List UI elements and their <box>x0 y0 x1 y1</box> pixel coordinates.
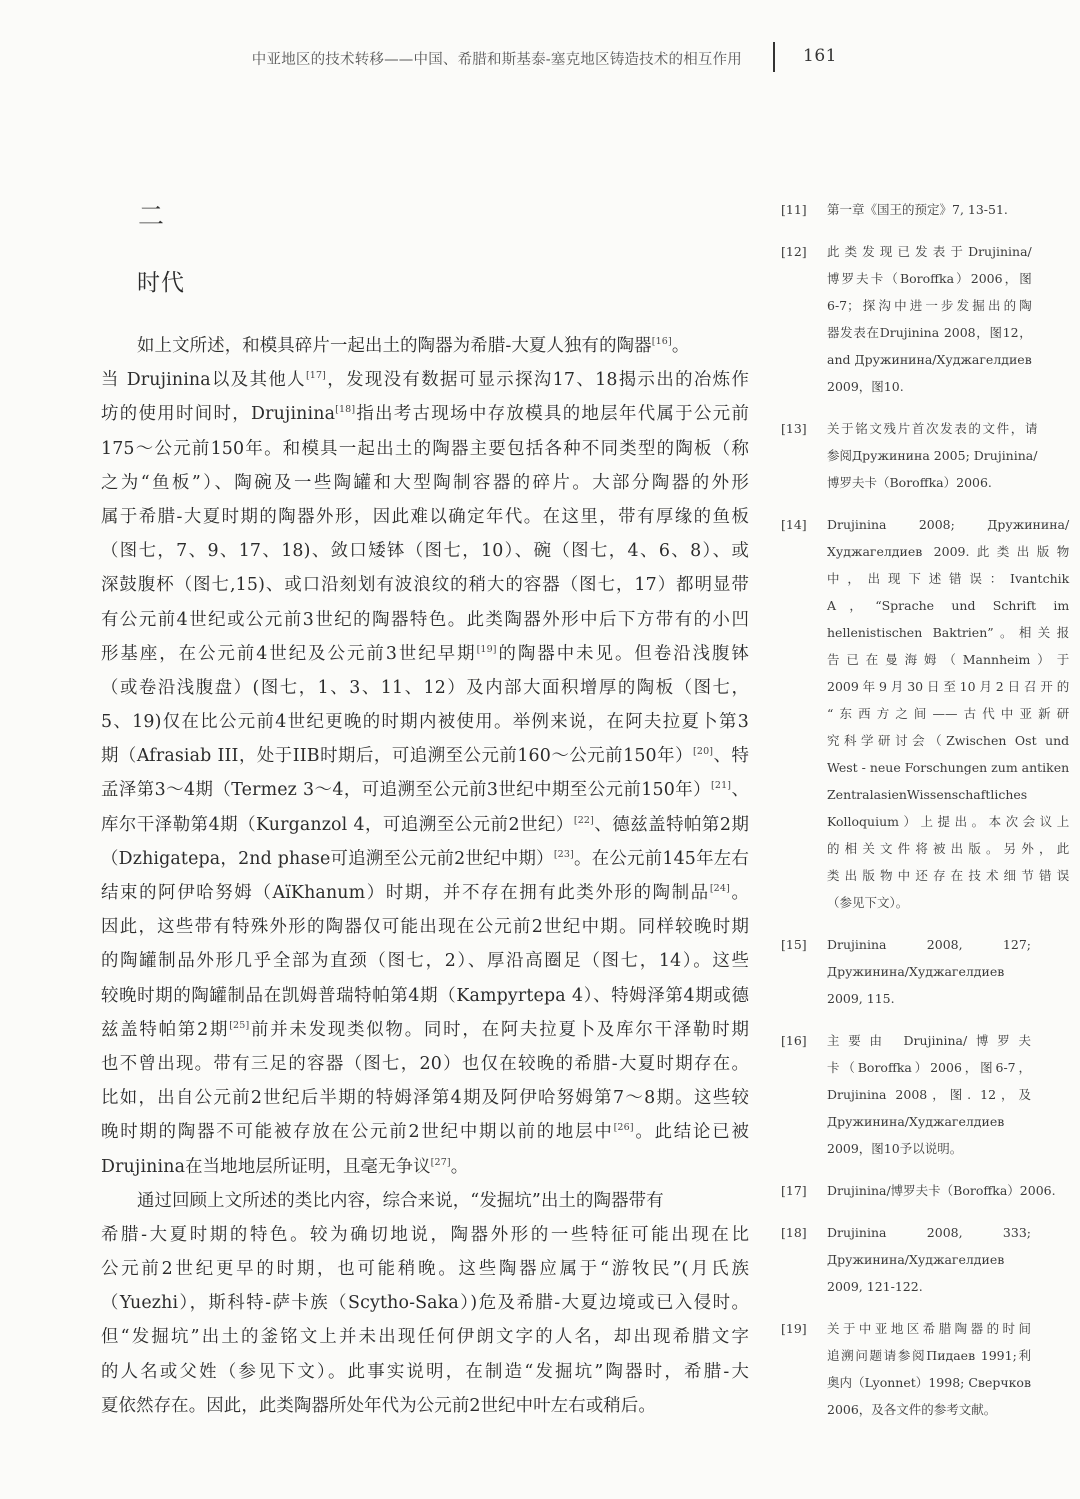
body-line <box>101 1389 749 1423</box>
footnote-line: （参见下文）。 <box>827 895 909 910</box>
footnote-text <box>827 415 1037 496</box>
body-line-text: 形基座，在公元前4世纪及公元前3世纪早期 <box>101 643 477 664</box>
body-line-text: 期（Afrasiab III，处于IIB时期后，可追溯至公元前160～公元前150年） <box>101 746 694 767</box>
body-line <box>101 363 749 397</box>
body-line <box>101 466 749 500</box>
body-line-text: （Yuezhi），斯科特-萨卡族（Scytho-Saka）)危及希腊-大夏边境或已入侵时。 <box>101 1293 749 1314</box>
body-line-text: 库尔干泽勒第4期（Kurganzol 4，可追溯至公元前2世纪） <box>101 814 574 835</box>
body-line <box>101 705 749 739</box>
footnote-text <box>827 1315 1031 1423</box>
footnote-line: 主要由 Drujinina/博罗夫 <box>827 1033 1031 1048</box>
body-line <box>101 1115 749 1149</box>
footnote-line: 6-7；探沟中进一步发掘出的陶 <box>827 298 1032 313</box>
body-line <box>101 637 749 671</box>
footnote-line: 2009, 115. <box>827 991 895 1006</box>
footnote-line: 追溯问题请参阅Пидаев 1991;利 <box>827 1348 1031 1363</box>
body-line-text: （图七，7、9、17、18)、敛口矮钵（图七，10）、碗（图七，4、6、8）、或 <box>101 541 749 562</box>
body-line-text: 5、19)仅在比公元前4世纪更晚的时期内被使用。举例来说，在阿夫拉夏卜第3 <box>101 712 749 733</box>
footnote-number: [14] <box>781 517 807 532</box>
body-line-text: 兹盖特帕第2期 <box>101 1019 230 1040</box>
body-line-text: 较晚时期的陶罐制品在凯姆普瑞特帕第4期（Kampyrtepa 4）、特姆泽第4期或德 <box>101 985 749 1006</box>
footnote-text <box>827 931 1031 1012</box>
body-line <box>101 568 749 602</box>
section-number: 二 <box>138 202 165 232</box>
page-number: 161 <box>803 46 837 66</box>
footnote-line: 器发表在Drujinina 2008，图12， <box>827 325 1032 340</box>
body-line-text: 夏依然存在。因此，此类陶器所处年代为公元前2世纪中叶左右或稍后。 <box>101 1395 656 1416</box>
footnote-line: Дружинина/Худжагелдиев <box>827 1114 1005 1129</box>
body-line-text: 。 <box>729 883 749 903</box>
footnote-line: 类出版物中还存在技术细节错误 <box>827 868 1070 883</box>
citation-marker: [23] <box>553 848 574 860</box>
footnote-line: Kolloquium）上提出。本次会议上 <box>827 814 1070 829</box>
footnote <box>781 511 1070 916</box>
footnote-line: 第一章《国王的预定》7, 13-51. <box>827 202 1008 217</box>
body-line-text: 深鼓腹杯（图七,15)、或口沿刻划有波浪纹的稍大的容器（图七，17）都明显带 <box>101 575 749 596</box>
footnote-number: [11] <box>781 202 807 217</box>
footnote-line: 2009，图10. <box>827 379 904 394</box>
footnote-line: 的相关文件将被出版。另外，此 <box>827 841 1070 856</box>
footnote-text <box>827 196 1031 223</box>
footnote-number: [13] <box>781 421 807 436</box>
footnote <box>781 238 1031 400</box>
body-line-text: 、德兹盖特帕第2期 <box>593 814 749 835</box>
body-line-text: 晚时期的陶器不可能被存放在公元前2世纪中期以前的地层中 <box>101 1122 614 1143</box>
footnote-number: [17] <box>781 1183 807 1198</box>
body-line-text: 通过回顾上文所述的类比内容，综合来说，“发掘坑”出土的陶器带有 <box>137 1190 664 1211</box>
body-line <box>101 1047 749 1081</box>
body-line-text: 。此结论已被 <box>633 1122 749 1143</box>
body-line-text: 希腊-大夏时期的特色。较为确切地说，陶器外形的一些特征可能出现在比 <box>101 1224 749 1245</box>
footnote-line: 2006，及各文件的参考文献。 <box>827 1402 997 1417</box>
body-line-text: 的人名或父姓（参见下文）。此事实说明，在制造“发掘坑”陶器时，希腊-大 <box>101 1361 749 1382</box>
footnote <box>781 196 1031 223</box>
body-line <box>101 671 749 705</box>
body-line <box>101 1355 749 1389</box>
body-line-text: 孟泽第3～4期（Termez 3～4，可追溯至公元前3世纪中期至公元前150年） <box>101 780 712 801</box>
footnote-line: 博罗夫卡（Boroffka）2006，图 <box>827 271 1032 286</box>
footnote-line: hellenistischen Baktrien”。相关报 <box>827 625 1070 640</box>
footnote-line: “东西方之间——古代中亚新研 <box>827 706 1070 721</box>
footnote-text <box>827 511 1069 916</box>
footnote-line: 博罗夫卡（Boroffka）2006. <box>827 475 992 490</box>
footnote-text <box>827 1027 1031 1162</box>
citation-marker: [19] <box>476 643 497 655</box>
footnote-line: Drujinina 2008, 127; <box>827 937 1031 952</box>
footnote <box>781 1219 1031 1300</box>
citation-marker: [25] <box>229 1019 250 1031</box>
footnote-line: A，“Sprache und Schrift im <box>827 598 1070 613</box>
citation-marker: [22] <box>573 814 594 826</box>
citation-marker: [26] <box>613 1122 634 1134</box>
body-line <box>101 1150 749 1184</box>
body-line-text: 公元前2世纪更早的时期，也可能稍晚。这些陶器应属于“游牧民”(月氏族 <box>101 1259 749 1280</box>
body-line-text: 的陶器中未见。但卷沿浅腹钵 <box>496 643 750 664</box>
footnote-number: [15] <box>781 937 807 952</box>
body-line-text: 175～公元前150年。和模具一起出土的陶器主要包括各种不同类型的陶板（称 <box>101 438 749 459</box>
body-line-text: Drujinina在当地地层所证明，且毫无争议 <box>101 1156 431 1177</box>
footnote-line: 此类发现已发表于Drujinina/ <box>827 244 1032 259</box>
body-line <box>101 944 749 978</box>
body-line-text: 也不曾出现。带有三足的容器（图七，20）也仅在较晚的希腊-大夏时期存在。 <box>101 1053 749 1074</box>
citation-marker: [27] <box>430 1156 451 1168</box>
footnote-number: [16] <box>781 1033 807 1048</box>
body-line <box>101 1218 749 1252</box>
body-line <box>101 773 749 807</box>
footnote-number: [12] <box>781 244 807 259</box>
body-line-text: 属于希腊-大夏时期的陶器外形，因此难以确定年代。在这里，带有厚缘的鱼板 <box>101 506 749 527</box>
body-line-text: 结束的阿伊哈努姆（AïKhanum）时期，并不存在拥有此类外形的陶制品 <box>101 883 710 903</box>
footnote-line: 关于铭文残片首次发表的文件，请 <box>827 421 1038 436</box>
footnote-line: 告已在曼海姆（Mannheim）于 <box>827 652 1070 667</box>
footnote <box>781 1315 1031 1423</box>
body-line-text: 有公元前4世纪或公元前3世纪的陶器特色。此类陶器外形中后下方带有的小凹 <box>101 609 749 630</box>
body-line <box>101 808 749 842</box>
footnote-number: [19] <box>781 1321 807 1336</box>
body-line <box>101 397 749 431</box>
body-line <box>101 876 749 910</box>
running-header <box>0 46 1080 74</box>
footnote-line: 奥内（Lyonnet）1998; Сверчков <box>827 1375 1031 1390</box>
footnote-text <box>827 1177 1056 1204</box>
footnote-line: 2009，图10予以说明。 <box>827 1141 963 1156</box>
footnote-line: 卡（Boroffka）2006，图6-7， <box>827 1060 1031 1075</box>
body-line-text: 。 <box>450 1156 469 1177</box>
section-title: 时代 <box>137 270 185 296</box>
citation-marker: [17] <box>305 370 327 382</box>
footnote-line: 2009, 121-122. <box>827 1279 923 1294</box>
body-line-text: 、特 <box>713 746 749 767</box>
footnote-line: and Дружинина/Худжагелдиев <box>827 352 1032 367</box>
body-line-text: 坊的使用时间时，Drujinina <box>101 404 336 425</box>
footnote-text <box>827 238 1032 400</box>
running-title: 中亚地区的技术转移——中国、希腊和斯基泰-塞克地区铸造技术的相互作用 <box>251 52 742 68</box>
body-line-text: 当 Drujinina以及其他人 <box>101 370 306 391</box>
body-line-text: 。 <box>671 336 690 356</box>
body-line <box>101 1081 749 1115</box>
body-line <box>101 432 749 466</box>
citation-marker: [18] <box>335 404 356 416</box>
footnotes-column <box>781 196 1070 1438</box>
footnote-line: 2009年9月30日至10月2日召开的 <box>827 679 1070 694</box>
body-line <box>101 1286 749 1320</box>
body-line <box>101 910 749 944</box>
body-line-text: 指出考古现场中存放模具的地层年代属于公元前 <box>355 404 749 425</box>
body-line-text: 如上文所述，和模具碎片一起出土的陶器为希腊-大夏人独有的陶器 <box>137 336 652 356</box>
body-line-text: （Dzhigatepa，2nd phase可追溯至公元前2世纪中期） <box>101 848 554 869</box>
footnote-number: [18] <box>781 1225 807 1240</box>
footnote-line: 究科学研讨会（Zwischen Ost und <box>827 733 1070 748</box>
body-line-text: 比如，出自公元前2世纪后半期的特姆泽第4期及阿伊哈努姆第7～8期。这些较 <box>101 1088 749 1109</box>
footnote-line: Drujinina/博罗夫卡（Boroffka）2006. <box>827 1183 1056 1198</box>
body-line <box>101 739 749 773</box>
citation-marker: [20] <box>693 746 714 758</box>
body-line-text: ，发现没有数据可显示探沟17、18揭示出的冶炼作 <box>326 370 749 391</box>
body-line <box>101 1320 749 1354</box>
body-line-text: 、 <box>731 780 749 801</box>
footnote-line: Дружинина/Худжагелдиев <box>827 1252 1005 1267</box>
body-line-text: 之为“鱼板”）、陶碗及一些陶罐和大型陶制容器的碎片。大部分陶器的外形 <box>101 472 749 493</box>
footnote-line: Худжагелдиев 2009.此类出版物 <box>827 544 1070 559</box>
body-line-text: 。在公元前145年左右 <box>573 848 749 869</box>
body-line-text: 前并未发现类似物。同时，在阿夫拉夏卜及库尔干泽勒时期 <box>249 1019 749 1040</box>
body-line-text: （或卷沿浅腹盘）(图七，1、3、11、12）及内部大面积增厚的陶板（图七， <box>101 677 749 698</box>
citation-marker: [21] <box>711 780 732 792</box>
footnote-text <box>827 1219 1031 1300</box>
footnote-line: ZentralasienWissenschaftliches <box>827 787 1028 802</box>
body-line <box>101 500 749 534</box>
footnote-line: Drujinina 2008; Дружинина/ <box>827 517 1070 532</box>
footnote <box>781 1177 1056 1204</box>
footnote <box>781 415 1038 496</box>
citation-marker: [24] <box>709 883 730 894</box>
body-line <box>101 1184 749 1218</box>
footnote-line: Drujinina 2008, 333; <box>827 1225 1031 1240</box>
header-divider <box>773 42 775 72</box>
footnote <box>781 1027 1031 1162</box>
body-line <box>101 534 749 568</box>
body-line-text: 的陶罐制品外形几乎全部为直颈（图七，2）、厚沿高圈足（图七，14）。这些 <box>101 951 749 972</box>
footnote-line: 关于中亚地区希腊陶器的时间 <box>827 1321 1031 1336</box>
footnote-line: Дружинина/Худжагелдиев <box>827 964 1005 979</box>
body-line <box>101 1013 749 1047</box>
footnote-line: 参阅Дружинина 2005; Drujinina/ <box>827 448 1038 463</box>
citation-marker: [16] <box>651 336 672 347</box>
footnote <box>781 931 1031 1012</box>
body-line <box>101 329 749 363</box>
body-line <box>101 979 749 1013</box>
body-line <box>101 1252 749 1286</box>
body-line <box>101 603 749 637</box>
footnote-line: West - neue Forschungen zum antiken <box>827 760 1070 775</box>
footnote-line: Drujinina 2008，图. 12，及 <box>827 1087 1031 1102</box>
body-line-text: 但“发掘坑”出土的釜铭文上并未出现任何伊朗文字的人名，却出现希腊文字 <box>101 1327 749 1348</box>
body-line-text: 因此，这些带有特殊外形的陶器仅可能出现在公元前2世纪中期。同样较晚时期 <box>101 917 749 938</box>
footnote-line: 中，出现下述错误：Ivantchik <box>827 571 1070 586</box>
body-text <box>101 329 749 1423</box>
body-line <box>101 842 749 876</box>
